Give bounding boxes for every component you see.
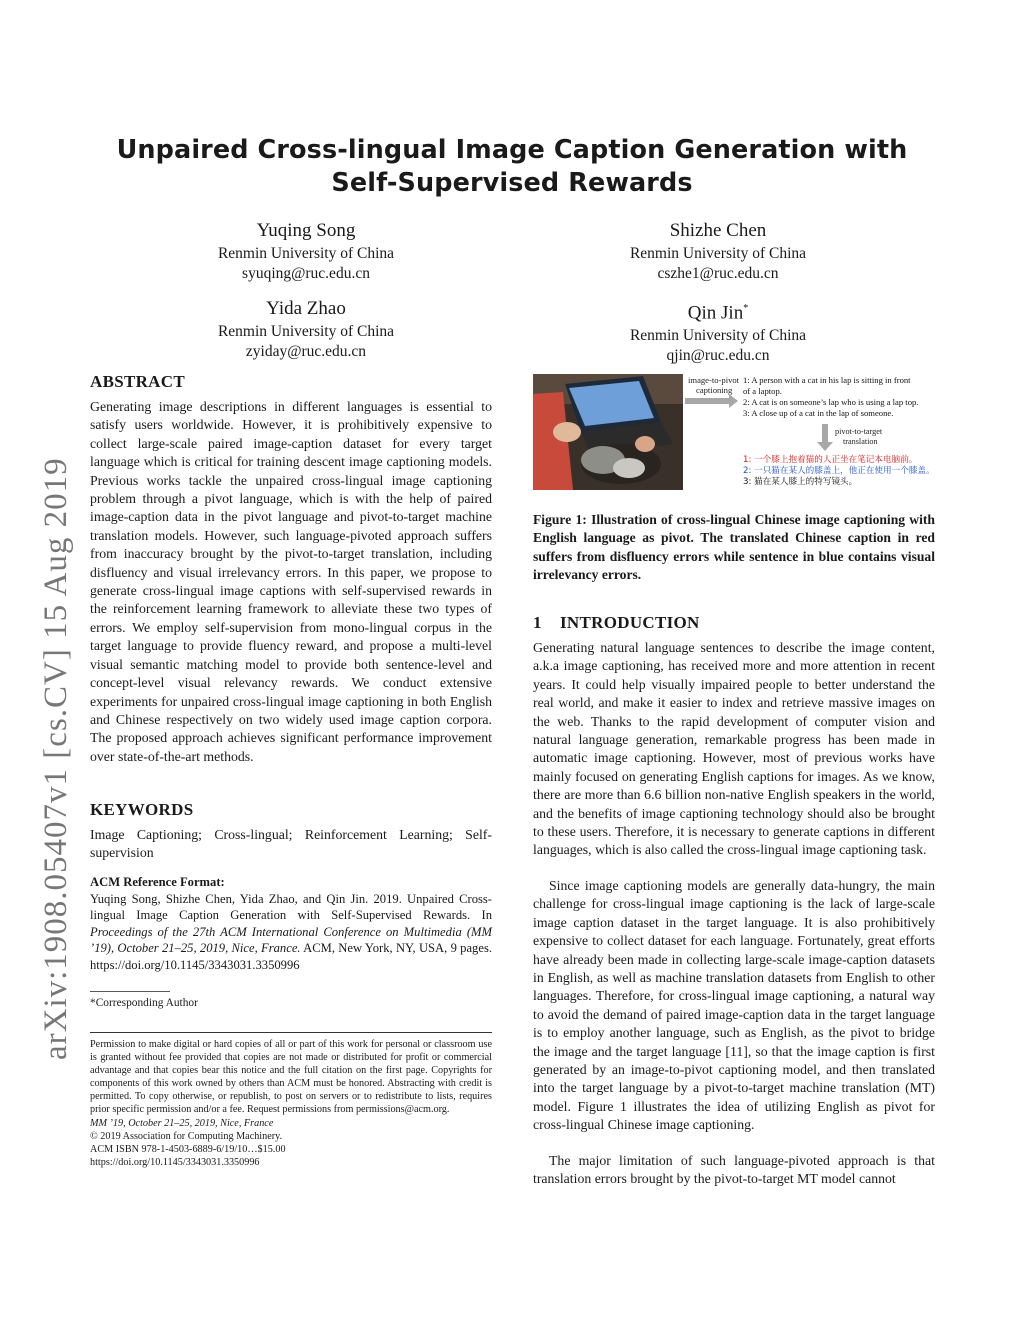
author-affiliation: Renmin University of China bbox=[217, 245, 395, 262]
keywords-text: Image Captioning; Cross-lingual; Reinforcement Learning; Self-supervision bbox=[90, 827, 492, 861]
figure-label-i2p-line2: captioning bbox=[696, 385, 733, 395]
author-affiliation: Renmin University of China bbox=[629, 245, 807, 262]
acm-reference-tail: ACM, New York, NY, USA, 9 pages. https://doi.org/10.1145/3343031.3350996 bbox=[90, 941, 492, 972]
author-affiliation: Renmin University of China bbox=[217, 323, 395, 340]
author-block bbox=[156, 296, 456, 362]
acm-reference-text: Yuqing Song, Shizhe Chen, Yida Zhao, and Qin Jin. 2019. Unpaired Cross-lingual Image Caption Generation with Self-Supervised Rewards. In bbox=[90, 891, 492, 923]
figure-1-graphic bbox=[533, 374, 937, 492]
footnote-rule bbox=[90, 991, 170, 992]
acm-reference-heading: ACM Reference Format: bbox=[90, 875, 225, 889]
figure-en-caption-3: 3: A close up of a cat in the lap of someone. bbox=[743, 408, 894, 418]
figure-label-p2t-line2: translation bbox=[843, 437, 878, 446]
section-title: INTRODUCTION bbox=[560, 613, 700, 632]
permission-doi[interactable]: https://doi.org/10.1145/3343031.3350996 bbox=[90, 1156, 260, 1168]
author-email[interactable]: qjin@ruc.edu.cn bbox=[666, 347, 770, 365]
intro-paragraph-3: The major limitation of such language-pivoted approach is that translation errors brought by the pivot-to-target MT model cannot bbox=[533, 1153, 935, 1187]
keywords-heading: KEYWORDS bbox=[90, 800, 194, 819]
author-name: Shizhe Chen bbox=[669, 220, 767, 241]
intro-paragraph-1: Generating natural language sentences to describe the image content, a.k.a image captioning, has received more and more attention in recent years. It could help visually impaired people to better understand the real world, and make it easier to index and retrieve massive images on the web. Thanks to the rapid development of computer vision and natural language generation, remarkable progress has been made in automatic image captioning. However, most of previous works have mainly focused on generating English captions for images. As we know, there are more than 6.6 billion non-native English speakers in the world, and the benefits of image captioning technology should also be brought to these users. Therefore, it is necessary to generate captions in different languages, which is also called the cross-lingual image captioning task. bbox=[533, 640, 935, 858]
author-block bbox=[568, 296, 868, 366]
figure-1 bbox=[533, 374, 937, 492]
permission-rule bbox=[90, 1032, 492, 1033]
introduction-heading bbox=[533, 613, 700, 633]
author-block bbox=[568, 218, 868, 284]
permission-copyright: © 2019 Association for Computing Machinery. bbox=[90, 1130, 283, 1142]
abstract-text: Generating image descriptions in different languages is essential to satisfy users worldwide. However, it is prohibitively expensive to collect large-scale paired image-caption dataset for every target language which is critical for training descent image captioning models. Previous works tackle the unpaired cross-lingual image captioning problem through a pivot language, which is with the help of paired image-caption data in the pivot language and pivot-to-target machine translation models. However, such language-pivoted approach suffers from inaccuracy brought by the pivot-to-target translation, including disfluency and visual irrelevancy errors. In this paper, we propose to generate cross-lingual image captions with self-supervised rewards in the reinforcement learning framework to alleviate these two types of errors. We employ self-supervision from mono-lingual corpus in the target language to provide fluency reward, and propose a multi-level visual semantic matching model to provide both sentence-level and concept-level visual relevancy rewards. We conduct extensive experiments for unpaired cross-lingual image captioning in both English and Chinese respectively on two widely used image caption corpora. The proposed approach achieves significant performance improvement over state-of-the-art methods. bbox=[90, 399, 492, 764]
author-name: Yuqing Song bbox=[256, 220, 356, 241]
paper-title bbox=[0, 134, 1024, 200]
author-name: Yida Zhao bbox=[266, 298, 346, 319]
footnote: *Corresponding Author bbox=[90, 997, 198, 1009]
author-email[interactable]: syuqing@ruc.edu.cn bbox=[242, 265, 370, 282]
acm-reference-venue: Proceedings of the 27th ACM International Conference on Multimedia (MM ’19), October 21–25, 2019, Nice, France. bbox=[90, 924, 492, 956]
author-name: Qin Jin bbox=[687, 302, 744, 324]
author-email[interactable]: cszhe1@ruc.edu.cn bbox=[657, 265, 779, 282]
arrow-right-icon bbox=[685, 394, 738, 408]
arrow-down-icon bbox=[817, 424, 833, 451]
acm-reference bbox=[90, 874, 492, 974]
abstract-heading: ABSTRACT bbox=[90, 372, 185, 391]
permission-venue: MM ’19, October 21–25, 2019, Nice, France bbox=[90, 1117, 274, 1129]
figure-zh-caption-2: 2: 一只猫在某人的膝盖上，他正在使用一个膝盖。 bbox=[743, 466, 935, 476]
intro-paragraph-2: Since image captioning models are generally data-hungry, the main challenge for cross-lingual image captioning is the lack of large-scale image caption dataset in the target language. It is also prohibitively expensive to collect dataset for each language. Fortunately, great efforts have already been made in collecting large-scale image-caption datasets in English, as well as machine translation datasets from English to other languages. Therefore, for cross-lingual image captioning, a natural way to avoid the demand of paired image-caption data in the target language is to employ another language, such as English, as the pivot to bridge the image and the target language [11], so that the image caption is first generated by an image-to-pivot captioning model, and then translated into the target language by a pivot-to-target machine translation (MT) model. Figure 1 illustrates the idea of utilizing English as pivot for cross-lingual Chinese image captioning. bbox=[533, 878, 935, 1133]
permission-block bbox=[90, 1038, 492, 1169]
figure-photo bbox=[533, 374, 683, 490]
title-line-1: Unpaired Cross-lingual Image Caption Generation with bbox=[116, 135, 908, 165]
figure-en-caption-1b: of a laptop. bbox=[743, 386, 782, 396]
title-line-2: Self-Supervised Rewards bbox=[331, 168, 693, 198]
acm-reference-body bbox=[90, 891, 492, 974]
figure-zh-caption-1: 1: 一个膝上抱着猫的人正坐在笔记本电脑前。 bbox=[743, 455, 918, 465]
permission-isbn: ACM ISBN 978-1-4503-6889-6/19/10…$15.00 bbox=[90, 1143, 286, 1155]
figure-label-p2t-line1: pivot-to-target bbox=[835, 427, 883, 436]
author-email[interactable]: zyiday@ruc.edu.cn bbox=[245, 343, 367, 360]
figure-label-i2p-line1: image-to-pivot bbox=[688, 375, 740, 385]
figure-en-caption-1a: 1: A person with a cat in his lap is sitting in front bbox=[743, 375, 911, 385]
figure-1-caption: Figure 1: Illustration of cross-lingual Chinese image captioning with English language as pivot. The translated Chinese caption in red suffers from disfluency errors while sentence in blue contains visual irrelevancy errors. bbox=[533, 512, 935, 583]
figure-zh-caption-3: 3: 猫在某人膝上的特写镜头。 bbox=[743, 477, 858, 487]
permission-text: Permission to make digital or hard copies of all or part of this work for personal or classroom use is granted without fee provided that copies are not made or distributed for profit or commercial advantage and that copies bear this notice and the full citation on the first page. Copyrights for components of this work owned by others than ACM must be honored. Abstracting with credit is permitted. To copy otherwise, or republish, to post on servers or to redistribute to lists, requires prior specific permission and/or a fee. Request permissions from permissions@acm.org. bbox=[90, 1039, 492, 1116]
figure-en-caption-2: 2: A cat is on someone’s lap who is using a lap top. bbox=[743, 397, 919, 407]
corresponding-mark: * bbox=[743, 303, 749, 314]
section-number: 1 bbox=[533, 613, 542, 632]
author-name-wrap bbox=[568, 296, 868, 326]
author-affiliation: Renmin University of China bbox=[629, 327, 807, 345]
arxiv-stamp: arXiv:1908.05407v1 [cs.CV] 15 Aug 2019 bbox=[38, 457, 74, 1060]
author-block bbox=[156, 218, 456, 284]
